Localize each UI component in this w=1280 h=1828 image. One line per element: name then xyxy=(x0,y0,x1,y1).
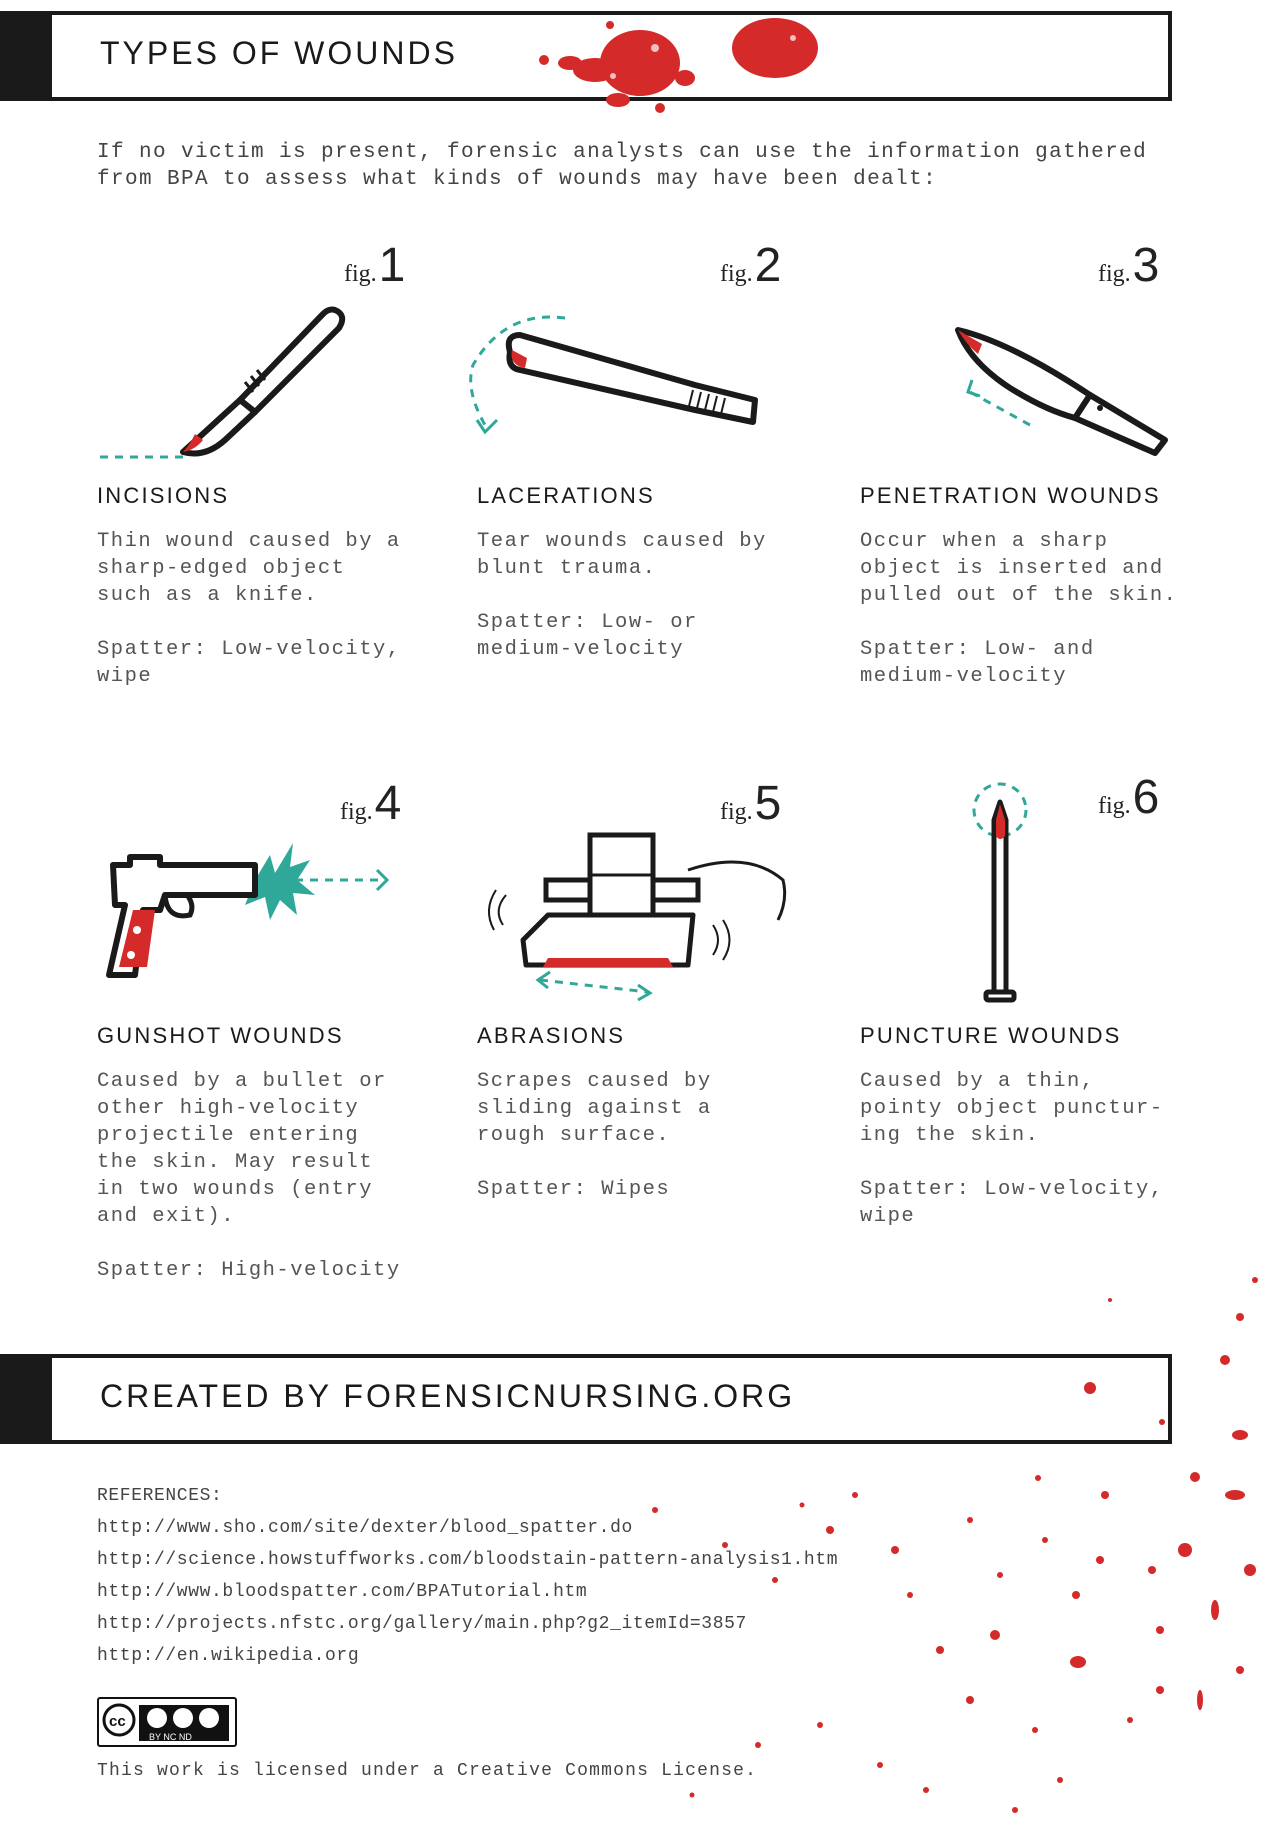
fig-number: 4 xyxy=(374,777,402,830)
fig-prefix: fig. xyxy=(720,799,753,825)
banner-accent-bar xyxy=(0,11,52,101)
wound-title: GUNSHOT WOUNDS xyxy=(97,1023,344,1048)
wound-title: PENETRATION WOUNDS xyxy=(860,483,1161,508)
fig-label-3 xyxy=(1098,238,1159,293)
creative-commons-badge[interactable] xyxy=(97,1697,237,1747)
baseball-bat-icon xyxy=(465,310,765,440)
fig-prefix: fig. xyxy=(344,261,377,287)
fig-prefix: fig. xyxy=(720,261,753,287)
cc-mark: cc xyxy=(109,1713,126,1730)
references-label: REFERENCES: xyxy=(97,1486,223,1506)
blood-spatter-icon xyxy=(640,1250,1270,1820)
wound-description: Thin wound caused by a sharp-edged object such as a knife. Spatter: Low-velocity, wipe xyxy=(97,530,401,688)
reference-link[interactable]: http://science.howstuffworks.com/bloodstain-pattern-analysis1.htm xyxy=(97,1550,839,1570)
fig-number: 1 xyxy=(378,239,406,292)
fig-number: 5 xyxy=(754,777,782,830)
credits-title: CREATED BY FORENSICNURSING.ORG xyxy=(100,1378,796,1414)
wound-description: Occur when a sharp object is inserted and pulled out of the skin. Spatter: Low- and medium-velocity xyxy=(860,530,1178,688)
wound-title: ABRASIONS xyxy=(477,1023,626,1048)
blood-splash-icon xyxy=(535,18,845,118)
license-text: This work is licensed under a Creative Commons License. xyxy=(97,1761,758,1781)
fig-prefix: fig. xyxy=(1098,261,1131,287)
nail-icon xyxy=(970,780,1030,1010)
wound-description: Scrapes caused by sliding against a rough surface. Spatter: Wipes xyxy=(477,1070,712,1201)
sander-icon xyxy=(488,830,788,1000)
fig-label-4 xyxy=(340,776,401,831)
intro-text: If no victim is present, forensic analysts can use the information gathered from BPA to assess what kinds of wounds may have been dealt: xyxy=(97,141,1148,191)
fig-prefix: fig. xyxy=(340,799,373,825)
wound-description: Caused by a thin, pointy object punctur- ing the skin. Spatter: Low-velocity, wipe xyxy=(860,1070,1164,1228)
page-title: TYPES OF WOUNDS xyxy=(100,35,458,71)
reference-link[interactable]: http://en.wikipedia.org xyxy=(97,1646,360,1666)
fig-label-5 xyxy=(720,776,781,831)
scalpel-icon xyxy=(95,300,355,465)
reference-link[interactable]: http://www.sho.com/site/dexter/blood_spatter.do xyxy=(97,1518,633,1538)
knife-icon xyxy=(950,320,1180,460)
fig-number: 2 xyxy=(754,239,782,292)
fig-number: 6 xyxy=(1132,771,1160,824)
pistol-icon xyxy=(105,835,395,985)
wound-title: PUNCTURE WOUNDS xyxy=(860,1023,1122,1048)
banner-accent-bar xyxy=(0,1354,52,1444)
fig-label-1 xyxy=(344,238,405,293)
fig-prefix: fig. xyxy=(1098,793,1131,819)
fig-label-6 xyxy=(1098,770,1159,825)
reference-link[interactable]: http://projects.nfstc.org/gallery/main.php?g2_itemId=3857 xyxy=(97,1614,747,1634)
cc-tags: BY NC ND xyxy=(149,1732,192,1742)
wound-title: INCISIONS xyxy=(97,483,230,508)
wound-title: LACERATIONS xyxy=(477,483,655,508)
fig-number: 3 xyxy=(1132,239,1160,292)
wound-description: Caused by a bullet or other high-velocity projectile entering the skin. May result in two wounds (entry and exit). Spatter: High-velocity xyxy=(97,1070,401,1282)
wound-description: Tear wounds caused by blunt trauma. Spatter: Low- or medium-velocity xyxy=(477,530,767,661)
fig-label-2 xyxy=(720,238,781,293)
cc-icon xyxy=(101,1701,233,1743)
reference-link[interactable]: http://www.bloodspatter.com/BPATutorial.htm xyxy=(97,1582,588,1602)
